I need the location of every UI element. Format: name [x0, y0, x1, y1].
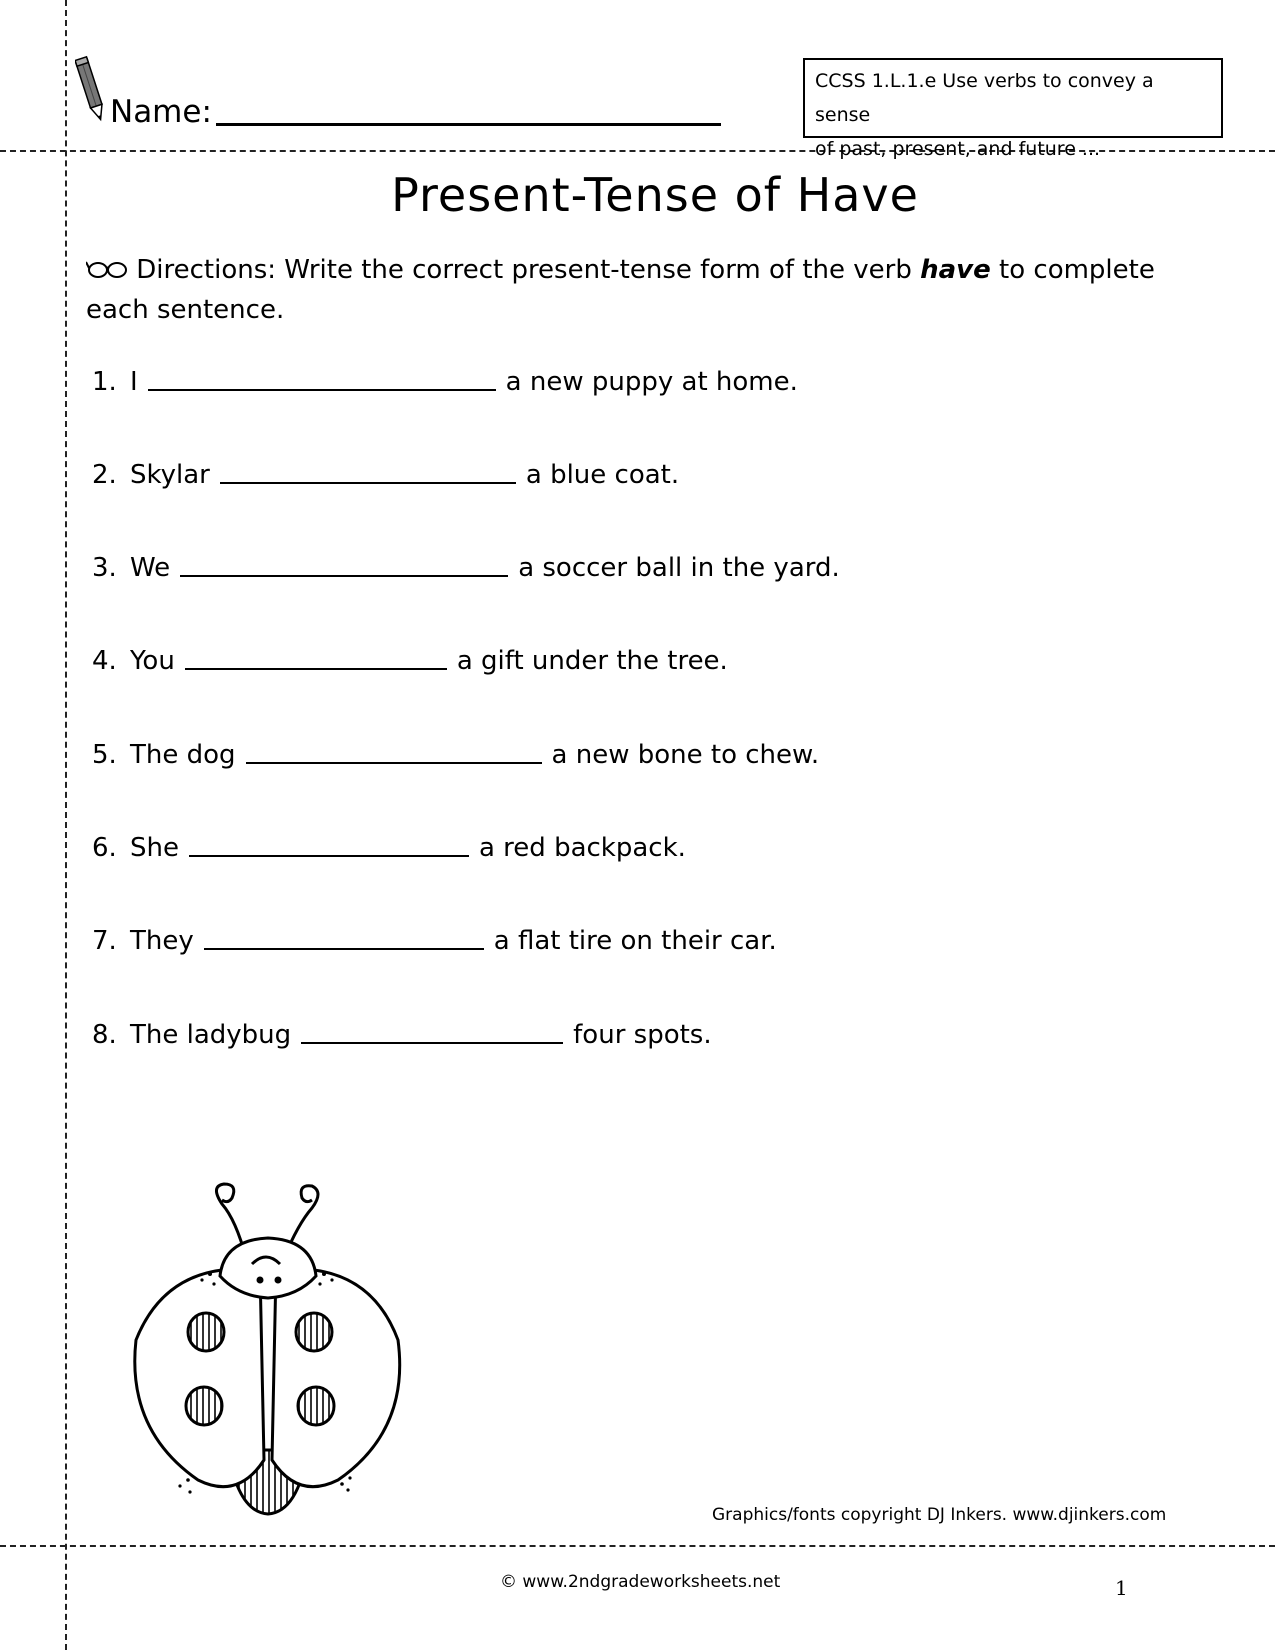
- answer-blank-3[interactable]: [180, 575, 508, 577]
- question-number: 8.: [92, 1020, 117, 1050]
- question-5: [92, 730, 819, 770]
- name-field[interactable]: [110, 90, 721, 130]
- question-subject: You: [130, 646, 175, 676]
- answer-blank-8[interactable]: [301, 1042, 563, 1044]
- question-8: [92, 1010, 712, 1050]
- directions-verb: have: [920, 255, 991, 285]
- answer-blank-4[interactable]: [185, 668, 447, 670]
- page-number: 1: [1115, 1576, 1128, 1600]
- bottom-cut-line: [0, 1545, 1275, 1547]
- pencil-icon: [75, 55, 107, 125]
- name-label: Name:: [110, 94, 212, 130]
- directions-text-before: Directions: Write the correct present-tense form of the verb: [136, 255, 912, 285]
- page-title: Present-Tense of Have: [391, 168, 919, 222]
- copyright-credit: Graphics/fonts copyright DJ Inkers. www.djinkers.com: [712, 1505, 1167, 1525]
- question-3: [92, 543, 840, 583]
- question-predicate: a soccer ball in the yard.: [518, 553, 840, 583]
- answer-blank-7[interactable]: [204, 948, 484, 950]
- ladybug-illustration: [128, 1180, 408, 1520]
- question-number: 5.: [92, 740, 117, 770]
- footer-site: © www.2ndgradeworksheets.net: [500, 1572, 781, 1592]
- standard-box: [803, 58, 1223, 160]
- question-subject: We: [130, 553, 171, 583]
- question-subject: She: [130, 833, 179, 863]
- directions: [86, 250, 1186, 330]
- question-subject: The ladybug: [130, 1020, 292, 1050]
- question-predicate: a new bone to chew.: [551, 740, 820, 770]
- question-2: [92, 450, 679, 490]
- question-predicate: a new puppy at home.: [505, 367, 798, 397]
- answer-blank-6[interactable]: [189, 855, 469, 857]
- answer-blank-1[interactable]: [148, 389, 496, 391]
- question-predicate: a gift under the tree.: [456, 646, 728, 676]
- question-number: 6.: [92, 833, 117, 863]
- glasses-icon: [86, 258, 128, 280]
- question-subject: The dog: [130, 740, 236, 770]
- question-number: 2.: [92, 460, 117, 490]
- standard-line-1: CCSS 1.L.1.e Use verbs to convey a sense: [815, 70, 1154, 126]
- question-number: 4.: [92, 646, 117, 676]
- question-predicate: a blue coat.: [525, 460, 680, 490]
- question-subject: They: [130, 926, 194, 956]
- question-4: [92, 636, 728, 676]
- question-number: 1.: [92, 367, 117, 397]
- answer-blank-5[interactable]: [246, 762, 542, 764]
- name-line[interactable]: [216, 123, 721, 126]
- question-predicate: four spots.: [573, 1020, 712, 1050]
- question-6: [92, 823, 686, 863]
- answer-blank-2[interactable]: [220, 482, 516, 484]
- question-predicate: a flat tire on their car.: [493, 926, 777, 956]
- standard-line-2: of past, present, and future ...: [815, 138, 1101, 160]
- question-7: [92, 916, 777, 956]
- question-subject: I: [130, 367, 138, 397]
- vertical-cut-line: [65, 0, 67, 1650]
- question-1: [92, 357, 798, 397]
- question-subject: Skylar: [130, 460, 210, 490]
- question-number: 3.: [92, 553, 117, 583]
- directions-text-after: to complete each sentence.: [86, 255, 1155, 325]
- question-predicate: a red backpack.: [478, 833, 686, 863]
- question-number: 7.: [92, 926, 117, 956]
